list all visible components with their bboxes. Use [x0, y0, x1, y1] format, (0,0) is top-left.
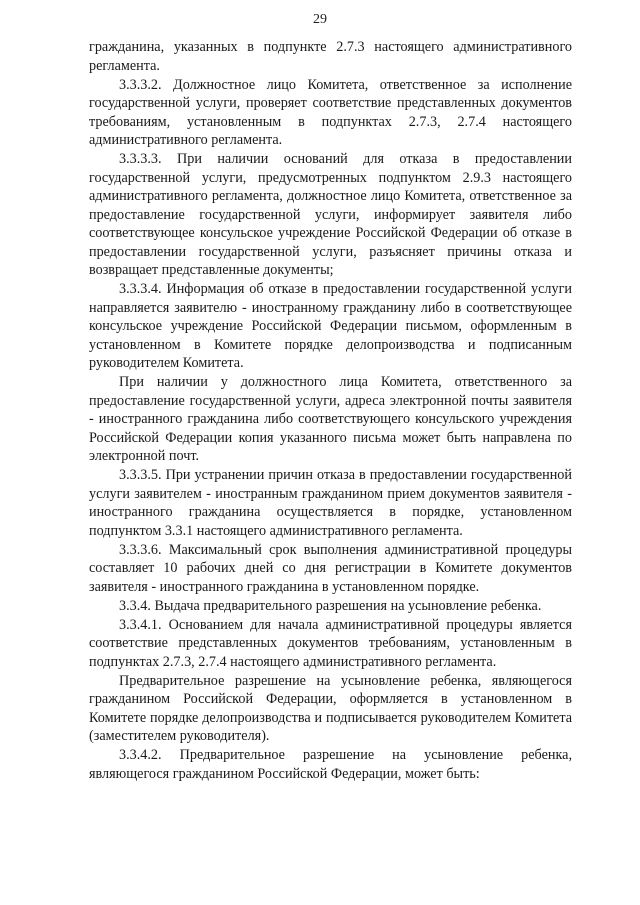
- paragraph-3-3-4-2: 3.3.4.2. Предварительное разрешение на усыновление ребенка, являющегося гражданином Российской Федерации, может быть:: [89, 747, 572, 782]
- paragraph-3-3-3-2: 3.3.3.2. Должностное лицо Комитета, ответственное за исполнение государственной услуги, проверяет соответствие представленных документов требованиям, установленным в подпунктах 2.7.3, 2.7.4 настоящего административного регламента.: [89, 76, 572, 148]
- paragraph-preliminary-permission: Предварительное разрешение на усыновление ребенка, являющегося гражданином Российской Федерации, оформляется в установленном в Комитете порядке делопроизводства и подписывается руководителем Комитета (заместителем руководителя).: [89, 672, 572, 744]
- paragraph-3-3-4-1: 3.3.4.1. Основанием для начала административной процедуры является соответствие представленных документов требованиям, установленным в подпунктах 2.7.3, 2.7.4 настоящего административного регламента.: [89, 616, 572, 670]
- paragraph-email-copy: При наличии у должностного лица Комитета, ответственного за предоставление государственной услуги, адреса электронной почты заявителя - иностранного гражданина либо соответствующего консульского учреждения Российской Федерации копия указанного письма может быть направлена по электронной почт.: [89, 374, 572, 464]
- paragraph-continuation: гражданина, указанных в подпункте 2.7.3 настоящего административного регламента.: [89, 39, 572, 74]
- paragraph-3-3-3-5: 3.3.3.5. При устранении причин отказа в предоставлении государственной услуги заявителем - иностранным гражданином прием документов заявителя - иностранного гражданина осуществляется в порядке, установленном подпунктом 3.3.1 настоящего административного регламента.: [89, 467, 572, 539]
- paragraph-3-3-3-4: 3.3.3.4. Информация об отказе в предоставлении государственной услуги направляется заявителю - иностранному гражданину либо в соответствующее консульское учреждение Российской Федерации письмом, оформленным в установленном в Комитете порядке делопроизводства и подписанным руководителем Комитета.: [89, 281, 572, 371]
- paragraph-3-3-3-3: 3.3.3.3. При наличии оснований для отказа в предоставлении государственной услуги, предусмотренных подпунктом 2.9.3 настоящего административного регламента, должностное лицо Комитета, ответственное за предоставление государственной услуги, информирует заявителя либо соответствующее консульское учреждение Российской Федерации об отказе в предоставлении государственной услуги, разъясняет причины отказа и возвращает представленные документы;: [89, 151, 572, 278]
- page-number: 29: [313, 12, 327, 27]
- paragraph-3-3-3-6: 3.3.3.6. Максимальный срок выполнения административной процедуры составляет 10 рабочих дней со дня регистрации в Комитете документов заявителя - иностранного гражданина в установленном порядке.: [89, 541, 572, 595]
- document-body: [89, 38, 572, 783]
- paragraph-3-3-4: 3.3.4. Выдача предварительного разрешения на усыновление ребенка.: [119, 597, 542, 614]
